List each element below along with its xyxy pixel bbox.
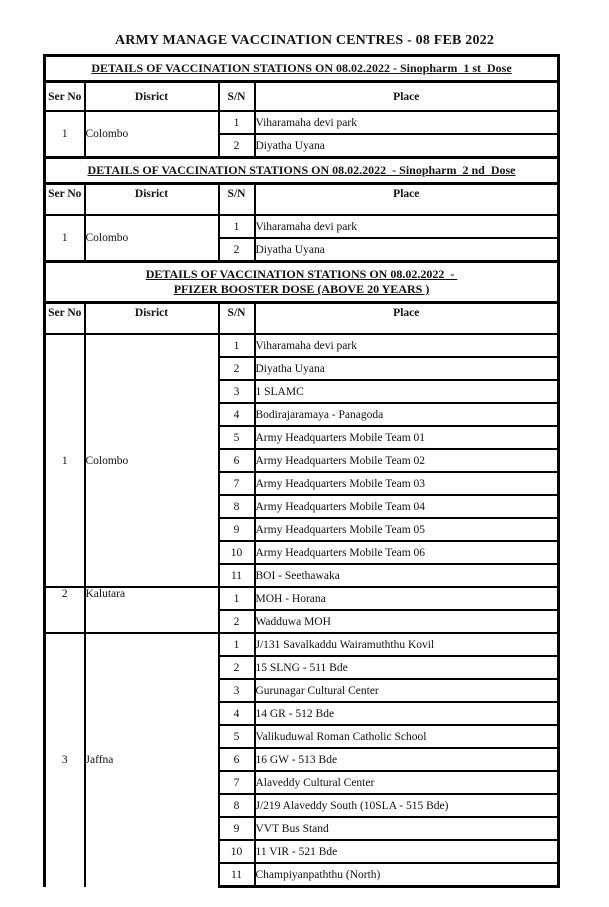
place-cell: Viharamaha devi park (255, 334, 559, 357)
sn-cell: 6 (219, 449, 255, 472)
place-cell: Wadduwa MOH (255, 610, 559, 633)
col-header-sn: S/N (219, 303, 255, 335)
sn-cell: 9 (219, 817, 255, 840)
place-cell: 1 SLAMC (255, 380, 559, 403)
sn-cell: 11 (219, 564, 255, 587)
sn-cell: 1 (219, 334, 255, 357)
place-cell: 15 SLNG - 511 Bde (255, 656, 559, 679)
place-cell: 16 GW - 513 Bde (255, 748, 559, 771)
sn-cell: 2 (219, 238, 255, 262)
col-header-ser-no: Ser No (45, 184, 85, 216)
place-cell: Alaveddy Cultural Center (255, 771, 559, 794)
sn-cell: 9 (219, 518, 255, 541)
place-cell: BOI - Seethawaka (255, 564, 559, 587)
place-cell: Champiyanpaththu (North) (255, 863, 559, 887)
col-header-ser-no: Ser No (45, 82, 85, 112)
sn-cell: 7 (219, 472, 255, 495)
place-cell: Gurunagar Cultural Center (255, 679, 559, 702)
sn-cell: 5 (219, 725, 255, 748)
place-cell: Army Headquarters Mobile Team 01 (255, 426, 559, 449)
place-cell: J/131 Savalkaddu Wairamuththu Kovil (255, 633, 559, 656)
place-cell: Bodirajaramaya - Panagoda (255, 403, 559, 426)
sinopharm-1st-dose-table (43, 54, 560, 159)
col-header-sn: S/N (219, 82, 255, 112)
place-cell: Diyatha Uyana (255, 238, 559, 262)
table-row (45, 215, 559, 238)
col-header-sn: S/N (219, 184, 255, 216)
table-row (45, 587, 559, 610)
col-header-place: Place (255, 184, 559, 216)
ser-no-cell: 3 (45, 633, 85, 887)
place-cell: Viharamaha devi park (255, 111, 559, 134)
sn-cell: 11 (219, 863, 255, 887)
pfizer-booster-dose-table (43, 260, 560, 888)
table-title-row (45, 262, 559, 303)
sn-cell: 2 (219, 357, 255, 380)
table-header-row (45, 303, 559, 335)
table-title: DETAILS OF VACCINATION STATIONS ON 08.02.2022 - Sinopharm 2 nd Dose (87, 163, 516, 177)
table-header-row (45, 184, 559, 216)
sn-cell: 2 (219, 134, 255, 158)
col-header-place: Place (255, 82, 559, 112)
sn-cell: 10 (219, 840, 255, 863)
table-title-row (45, 158, 559, 184)
place-cell: Valikuduwal Roman Catholic School (255, 725, 559, 748)
table-title-line1: DETAILS OF VACCINATION STATIONS ON 08.02.2022 - (145, 267, 458, 281)
tables-container (43, 54, 557, 888)
place-cell: VVT Bus Stand (255, 817, 559, 840)
district-cell: Jaffna (85, 633, 219, 887)
sn-cell: 8 (219, 794, 255, 817)
district-cell: Colombo (85, 111, 219, 158)
sn-cell: 3 (219, 679, 255, 702)
sn-cell: 4 (219, 702, 255, 725)
sinopharm-2nd-dose-table (43, 156, 560, 263)
ser-no-cell: 1 (45, 111, 85, 158)
sn-cell: 1 (219, 111, 255, 134)
col-header-district: Disrict (85, 82, 219, 112)
table-row (45, 111, 559, 134)
ser-no-cell: 2 (45, 587, 85, 633)
sn-cell: 3 (219, 380, 255, 403)
place-cell: Diyatha Uyana (255, 134, 559, 158)
district-cell: Colombo (85, 334, 219, 587)
sn-cell: 8 (219, 495, 255, 518)
document-page (0, 33, 609, 907)
page-title: ARMY MANAGE VACCINATION CENTRES - 08 FEB 2022 (114, 33, 495, 48)
table-row (45, 334, 559, 357)
sn-cell: 7 (219, 771, 255, 794)
place-cell: Army Headquarters Mobile Team 06 (255, 541, 559, 564)
place-cell: Army Headquarters Mobile Team 05 (255, 518, 559, 541)
place-cell: 11 VIR - 521 Bde (255, 840, 559, 863)
sn-cell: 1 (219, 633, 255, 656)
sn-cell: 4 (219, 403, 255, 426)
sn-cell: 6 (219, 748, 255, 771)
table-title-line2: PFIZER BOOSTER DOSE (ABOVE 20 YEARS ) (173, 282, 430, 296)
sn-cell: 2 (219, 656, 255, 679)
sn-cell: 10 (219, 541, 255, 564)
table-header-row (45, 82, 559, 112)
table-row (45, 633, 559, 656)
sn-cell: 2 (219, 610, 255, 633)
district-cell: Colombo (85, 215, 219, 262)
col-header-district: Disrict (85, 184, 219, 216)
place-cell: J/219 Alaveddy South (10SLA - 515 Bde) (255, 794, 559, 817)
place-cell: Army Headquarters Mobile Team 03 (255, 472, 559, 495)
sn-cell: 1 (219, 215, 255, 238)
place-cell: Army Headquarters Mobile Team 02 (255, 449, 559, 472)
sn-cell: 5 (219, 426, 255, 449)
table-title-row (45, 56, 559, 82)
table-title: DETAILS OF VACCINATION STATIONS ON 08.02.2022 - Sinopharm 1 st Dose (91, 61, 512, 75)
district-cell: Kalutara (85, 587, 219, 633)
ser-no-cell: 1 (45, 215, 85, 262)
place-cell: Viharamaha devi park (255, 215, 559, 238)
col-header-district: Disrict (85, 303, 219, 335)
place-cell: Diyatha Uyana (255, 357, 559, 380)
place-cell: MOH - Horana (255, 587, 559, 610)
sn-cell: 1 (219, 587, 255, 610)
col-header-ser-no: Ser No (45, 303, 85, 335)
col-header-place: Place (255, 303, 559, 335)
place-cell: Army Headquarters Mobile Team 04 (255, 495, 559, 518)
place-cell: 14 GR - 512 Bde (255, 702, 559, 725)
ser-no-cell: 1 (45, 334, 85, 587)
